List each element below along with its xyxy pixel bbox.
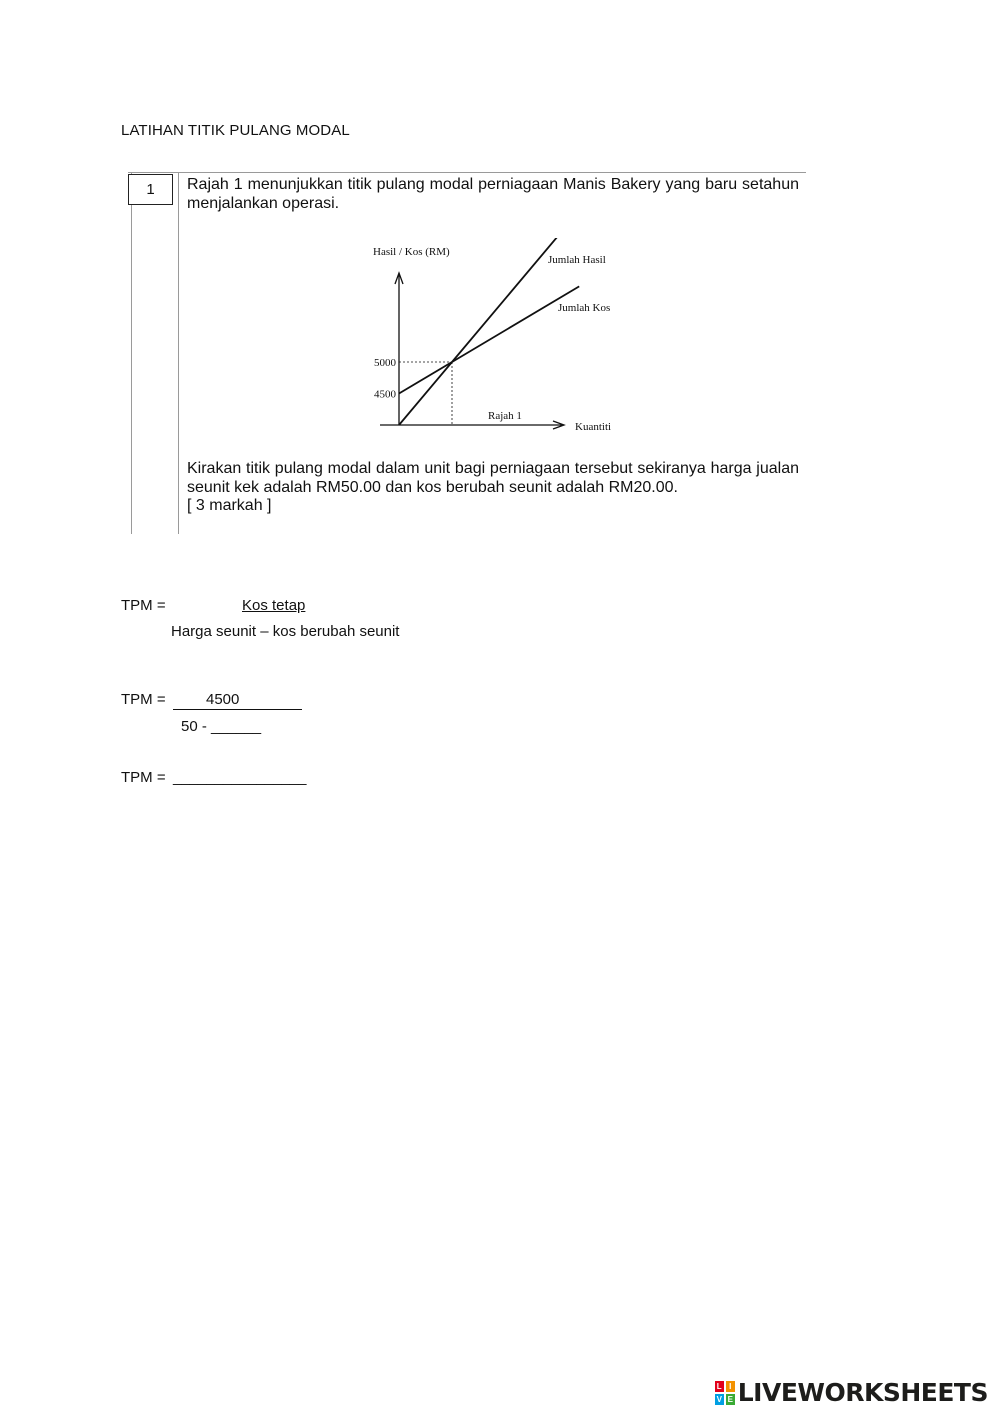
brand-name: LIVEWORKSHEETS [737,1378,988,1407]
formula-numerator: Kos tetap [242,597,306,614]
y-tick-label: 4500 [374,388,396,401]
logo-letter: I [726,1381,735,1392]
step1-numerator: 4500 [206,691,240,708]
series-line-jumlah-hasil [399,238,579,425]
break-even-chart [360,238,620,443]
logo-letter: L [715,1381,724,1392]
logo-letter: E [727,1394,733,1404]
logo-letter: V [716,1394,722,1404]
step1-denominator[interactable]: 50 - ______ [181,718,262,735]
step1-fraction-line [173,691,302,710]
question-number: 1 [128,174,173,205]
step2-lhs: TPM = [121,769,166,786]
liveworksheets-logo [715,1378,988,1407]
logo-mark-icon [715,1381,735,1405]
x-axis-label: Kuantiti [575,421,612,433]
question-frame-left [131,172,132,534]
series-line-jumlah-kos [399,286,579,393]
question-frame-top [128,172,806,173]
series-label-jumlah-kos: Jumlah Kos [558,302,611,314]
answer-blank[interactable]: ________________ [173,769,307,786]
series-label-jumlah-hasil: Jumlah Hasil [548,254,606,266]
y-tick-label: 5000 [374,357,396,369]
question-instruction: Kirakan titik pulang modal dalam unit bagi perniagaan tersebut sekiranya harga jualan seunit kek adalah RM50.00 dan kos berubah seunit adalah RM20.00. [187,460,799,496]
worksheet-title: LATIHAN TITIK PULANG MODAL [121,122,350,139]
formula-denominator: Harga seunit – kos berubah seunit [171,623,400,640]
step1-lhs: TPM = [121,691,166,708]
y-axis-label: Hasil / Kos (RM) [373,246,450,258]
formula-lhs: TPM = [121,597,166,614]
chart-title: Rajah 1 [488,410,522,422]
question-marks: [ 3 markah ] [187,497,272,514]
question-frame-divider [178,172,179,534]
question-intro: Rajah 1 menunjukkan titik pulang modal perniagaan Manis Bakery yang baru setahun menjalankan operasi. [187,176,799,212]
